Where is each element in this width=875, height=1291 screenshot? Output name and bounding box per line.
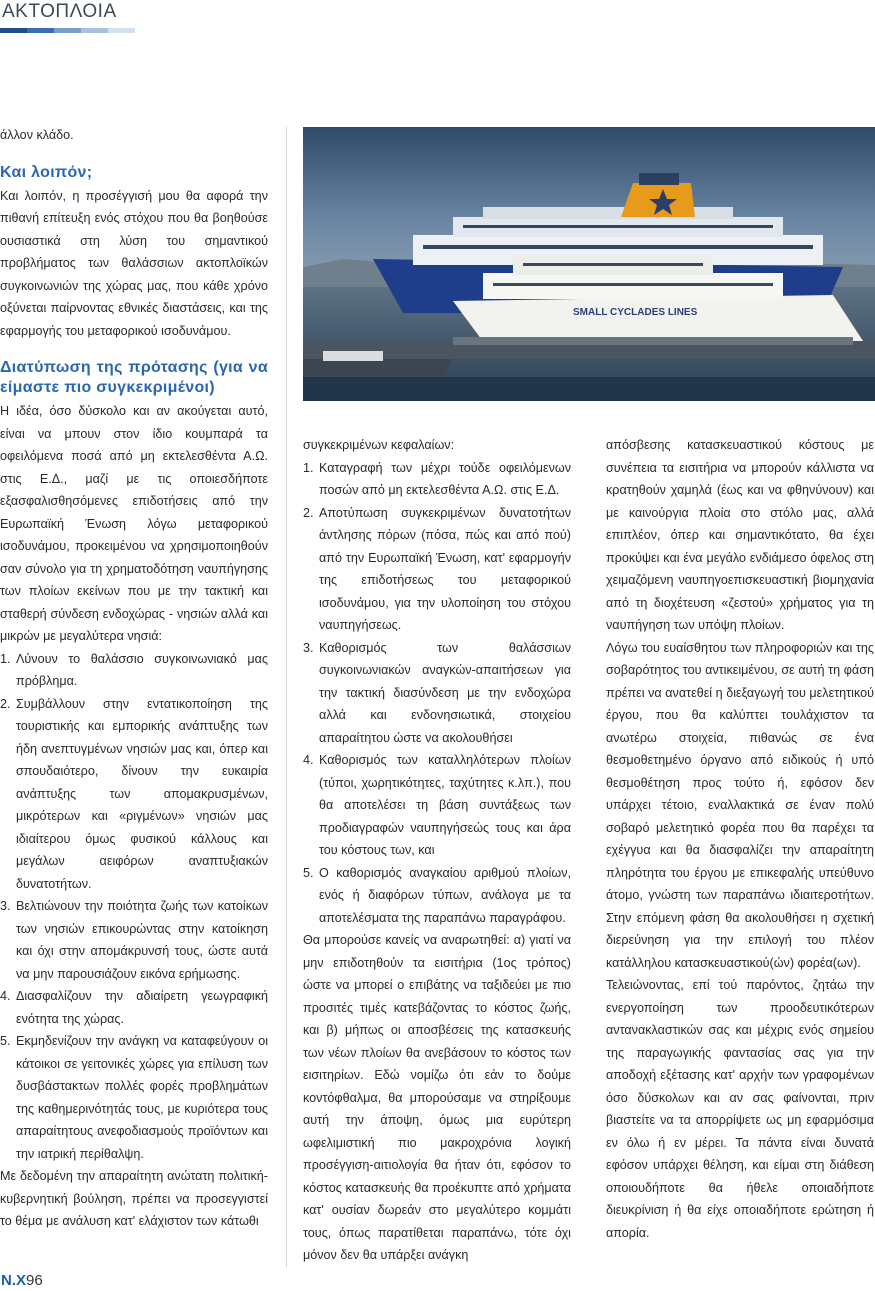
list-item: [303, 749, 571, 862]
section-title: ΑΚΤΟΠΛΟΙΑ: [2, 1, 117, 22]
list-item: [303, 637, 571, 750]
list-text: Ο καθορισμός αναγκαίου αριθμού πλοίων, ενός ή διαφόρων τύπων, ανάλογα με τα αποτελέσματα της παραπάνω παραγράφου.: [319, 865, 571, 925]
paragraph: Η ιδέα, όσο δύσκολο και αν ακούγεται αυτό, είναι να μπουν στον ίδιο κουμπαρά τα οφειλόμενα ποσά από μη εκτελεσθέντα Α.Ω. στις Ε.Δ., μαζί με τις οποιεσδήποτε εξασφαλισθησόμενες επιδοτήσεις από την Ευρωπαϊκή Ένωση λόγω μεταφορικού ισοδυνάμου, προκειμένου να χρησιμοποιηθούν σαν σύνολο για τη χρηματοδότηση ναυπήγησης των πλοίων εκείνων που με την τακτική και σταθερή σύνδεση ενδοχώρας - νησιών αλλά και μικρών με μεγαλύτερα νησιά:: [0, 404, 268, 643]
list-text: Καθορισμός των θαλάσσιων συγκοινωνιακών αναγκών-απαιτήσεων για την τακτική διασύνδεση με την ενδοχώρα αλλά και ενδονησιωτικά, στοιχείου απαραίτητου ώστε να ακολουθήσει: [319, 640, 571, 745]
color-bar-segment: [0, 28, 27, 33]
list-text: Εκμηδενίζουν την ανάγκη να καταφεύγουν οι κάτοικοι σε γειτονικές χώρες για επίλυση των δυσβάστακτων πολλές φορές προβλημάτων της καθημερινότητάς τους, με κυριότερα τους απαραίτητους ανεφοδιασμούς προϊόντων και την ιατρική περίθαλψη.: [16, 1034, 268, 1161]
article-column-1: [0, 124, 268, 1233]
paragraph: Λόγω του ευαίσθητου των πληροφοριών και της σοβαρότητος του αντικειμένου, σε αυτή τη φάση πρέπει να ανατεθεί η διεξαγωγή του μελετητικού έργου, που θα καλύπτει τουλάχιστον τα ανωτέρω στοιχεία, πιθανώς σε ένα θεσμοθετημένο όργανο από ειδικούς ή υπό θεσμοθέτηση προς τούτο ή, εφόσον δεν υπάρχει τέτοιο, εναλλακτικά σε έναν πολύ σοβαρό μελετητικό φορέα που θα παρέχει τα εχέγγυα και θα διασφαλίζει την απαραίτητη πληρότητα του έργου με επικεφαλής υπεύθυνο άτομο, γνώστη των παραπάνω ιδιαιτεροτήτων. Στην επόμενη φάση θα ακολουθήσει η σχετική διερεύνηση για την επιλογή του πλέον κατάλληλου κατασκευαστικού(ών) φορέα(ων).: [606, 640, 874, 970]
list-item: [303, 502, 571, 637]
paragraph: απόσβεσης κατασκευαστικού κόστους με συνέπεια τα εισιτήρια να μπορούν κάλλιστα να κρατηθούν χαμηλά (έως και να φθηνύνουν) και με καινούργια πλοία στο στόλο μας, αλλά επιπλέον, όπερ και σημαντικότατο, θα έχει προκύψει και ένα μεγάλο ενδιάμεσο όφελος στη χειμαζόμενη ναυπηγοεπισκευαστική βιομηχανία από τη διοχέτευση «ζεστού» χρήματος για τη ναυπήγηση των υπόψη πλοίων.: [606, 438, 874, 632]
list-number: 5.: [0, 1034, 11, 1048]
list-text: Καταγραφή των μέχρι τούδε οφειλόμενων ποσών από μη εκτελεσθέντα Α.Ω. στις Ε.Δ.: [319, 460, 571, 497]
paragraph: Με δεδομένη την απαραίτητη ανώτατη πολιτική-κυβερνητική βούληση, πρέπει να προσεγγιστεί το θέμα με ανάλυση κατ' ελάχιστον των κάτωθι: [0, 1169, 268, 1228]
list-text: Βελτιώνουν την ποιότητα ζωής των κατοίκων των νησιών επικουρώντας στην κατοίκηση και όχι στην απομάκρυνσή τους, ώστε αυτά να μην παρουσιάζουν εικόνα ερήμωσης.: [16, 899, 268, 981]
paragraph: Και λοιπόν, η προσέγγισή μου θα αφορά την πιθανή επίτευξη ενός στόχου που θα βοηθούσε ουσιαστικά στη λύση του σημαντικού προβλήματος των θαλάσσιων ακτοπλοϊκών συγκοινωνιών της χώρας μας, που κάθε χρόνο οξύνεται παίρνοντας εθνικές διαστάσεις, και της εφαρμογής του μεταφορικού ισοδυνάμου.: [0, 188, 268, 338]
list-item: [303, 862, 571, 930]
list-item: [303, 457, 571, 502]
numbered-list: [303, 457, 571, 930]
ferry-illustration: [303, 127, 875, 401]
color-bar-segment: [54, 28, 81, 33]
list-number: 4.: [0, 989, 11, 1003]
list-item: [0, 985, 268, 1030]
article-column-2: [303, 434, 571, 1267]
article-column-3: [606, 434, 874, 1244]
list-number: 2.: [0, 696, 11, 711]
list-number: 1.: [0, 651, 11, 666]
list-item: [0, 693, 268, 896]
list-text: Αποτύπωση συγκεκριμένων δυνατοτήτων άντλησης πόρων (πόσα, πώς και από πού) από την Ευρωπαϊκή Ένωση, κατ' εφαρμογήν της επιδοτήσεως του μεταφορικού ισοδυνάμου, για την υλοποίηση του στόχου ναυπηγήσεως.: [319, 505, 571, 632]
list-number: 3.: [303, 640, 314, 655]
list-text: Συμβάλλουν στην εντατικοποίηση της τουριστικής και εμπορικής ανάπτυξης των ήδη ανεπτυγμένων νησιών μας και, όπερ και σπουδαιότερο, δίνουν την ευκαιρία ανάπτυξης των απομακρυσμένων, μικρότερων και «ριγμένων» νησιών μας ιδιαίτερου όμως φυσικού κάλλους και μεγάλων αειφόρων αναπτυξιακών δυνατοτήτων.: [16, 696, 268, 891]
list-item: [0, 648, 268, 693]
header-color-bar: [0, 28, 135, 33]
list-text: Λύνουν το θαλάσσιο συγκοινωνιακό μας πρόβλημα.: [16, 651, 268, 688]
page-footer: [1, 1272, 43, 1289]
ship-name-text: SMALL CYCLADES LINES: [573, 307, 698, 318]
ferry-photo: [303, 127, 875, 401]
list-item: [0, 895, 268, 985]
list-number: 3.: [0, 899, 11, 913]
color-bar-segment: [27, 28, 54, 33]
list-number: 4.: [303, 753, 314, 767]
subheading-kai-loipon: Και λοιπόν;: [0, 163, 93, 181]
list-number: 1.: [303, 460, 314, 475]
list-text: Καθορισμός των καταλληλότερων πλοίων (τύποι, χωρητικότητες, ταχύτητες κ.λπ.), που θα αποτελέσει τη βάση συντάξεως των προδιαγραφών ναυπηγήσεώς τους και άρα του κόστους των, και: [319, 753, 571, 857]
page-header: [0, 0, 875, 40]
intro-line: άλλον κλάδο.: [0, 128, 74, 142]
column-divider: [286, 127, 287, 1267]
list-number: 5.: [303, 865, 314, 880]
color-bar-segment: [81, 28, 108, 33]
list-text: Διασφαλίζουν την αδιαίρετη γεωγραφική ενότητα της χώρας.: [16, 989, 268, 1026]
magazine-abbrev: Ν.Χ: [1, 1272, 27, 1289]
numbered-list: [0, 648, 268, 1166]
list-number: 2.: [303, 505, 314, 520]
paragraph: Τελειώνοντας, επί τού παρόντος, ζητάω την ενεργοποίηση των προοδευτικότερων αντανακλαστικών σας και μέχρις ενός σημείου της παραγωγικής φαντασίας σας για την αποδοχή εξέτασης κατ' αρχήν των γραφομένων όσο δύσκολων και αν σας φαίνονται, πριν βιαστείτε να τα απορρίψετε ως μη εφαρμόσιμα εν όλω ή εν μέρει. Τα πάντα είναι δυνατά εφόσον υπάρχει θέληση, και είμαι στη διάθεση οποιουδήποτε θα ήθελε οποιαδήποτε διευκρίνιση ή θα είχε οποιαδήποτε ερώτηση ή απορία.: [606, 978, 874, 1240]
subheading-proposal: Διατύπωση της πρότασης (για να είμαστε πιο συγκεκριμένοι): [0, 359, 268, 396]
intro-line: συγκεκριμένων κεφαλαίων:: [303, 438, 455, 452]
paragraph: Θα μπορούσε κανείς να αναρωτηθεί: α) γιατί να μην επιδοτηθούν τα εισιτήρια (1ος τρόπος) ώστε να μπορεί ο επιβάτης να ταξιδεύει με πιο προσιτές τιμές κατεβάζοντας το κόστος ζωής, και β) μήπως οι αποσβέσεις της κατασκευής των νέων πλοίων θα ανεβάσουν το κόστος των εισιτηρίων. Εδώ νομίζω ότι εάν το δούμε κοντόφθαλμα, θα μπορούσαμε να στηρίξουμε αυτή την άποψη, όμως μια ευρύτερη ωφελιμιστική πιο μακροχρόνια λογική προσέγγιση-αιτιολογία θα ήταν ότι, εφόσον το κόστος κατασκευής θα προέκυπτε από χρήματα κατ' ουσίαν δωρεάν στο μεγαλύτερο κομμάτι τους, όπως παρατίθεται παραπάνω, τότε όχι μόνον δεν θα υπάρξει ανάγκη: [303, 933, 571, 1262]
list-item: [0, 1030, 268, 1165]
color-bar-segment: [108, 28, 135, 33]
page-number: 96: [26, 1272, 43, 1289]
